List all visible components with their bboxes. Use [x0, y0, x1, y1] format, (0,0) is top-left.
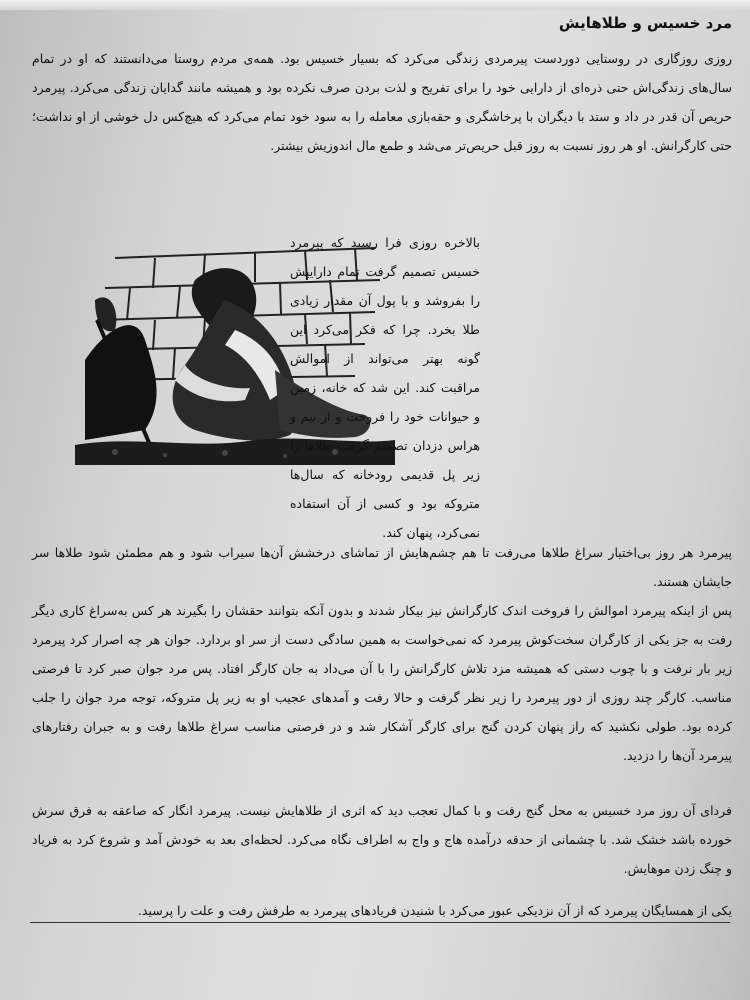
paragraph-intro: روزی روزگاری در روستایی دوردست پیرمردی زندگی می‌کرد که بسیار خسیس بود. همه‌ی مردم روستا می‌دانستند که او در تمام سال‌های زندگی‌اش حتی ذره‌ای از دارایی خود را برای تفریح و لذت بردن صرف نکرده بود و همیشه مانند گدایان زندگی می‌کرد. پیرمرد حریص آن قدر در داد و ستد با دیگران با پرخاشگری و حقه‌بازی معامله را به سود خود تمام می‌کرد که هیچ‌کس دل خوشی از او نداشت؛ حتی کارگرانش. او هر روز نسبت به روز قبل حریص‌تر می‌شد و طمع مال اندوزیش بیشتر.: [32, 51, 732, 153]
story-title: مرد خسیس و طلاهایش: [558, 14, 732, 32]
paragraph-neighbor: یکی از همسایگان پیرمرد که از آن نزدیکی عبور می‌کرد با شنیدن فریادهای پیرمرد به طرفش رفت و علت را پرسید.: [137, 903, 732, 918]
paragraph-discovery: فردای آن روز مرد خسیس به محل گنج رفت و با کمال تعجب دید که اثری از طلاهایش نیست. پیرمرد انگار که صاعقه به فرق سرش خورده باشد خشک شد. با چشمانی از حدقه درآمده هاج و واج به اطراف نگاه می‌کرد. لحظه‌ای بعد به خودش آمد و شروع کرد به فریاد و چنگ زدن موهایش.: [32, 803, 732, 876]
paragraph-worker: پس از اینکه پیرمرد اموالش را فروخت اندک کارگرانش نیز بیکار شدند و بدون آنکه بتوانند حقشان را بگیرند هر کس به‌سراغ کاری دیگر رفت به جز یکی از کارگران سخت‌کوش پیرمرد که نمی‌خواست به همین سادگی دست از سر او بردارد. جوان هر چه اصرار کرد پیرمرد زیر بار نرفت و با چوب دستی که همیشه مزد تلاش کارگرانش را با آن می‌داد به جان کارگر افتاد. پس مرد جوان صبر کرد تا فرصتی مناسب. کارگر چند روزی از دور پیرمرد را زیر نظر گرفت و حالا رفت و آمدهای عجیب او به زیر پل متروکه، توجه مرد جوان را جلب کرده بود. طولی نکشید که راز پنهان کردن گنج برای کارگر آشکار شد و در فرصتی مناسب سراغ طلاها رفت و به جبران رفتارهای پیرمرد آن‌ها را دزدید.: [32, 603, 732, 763]
page-top-strip: [0, 0, 750, 10]
paragraph-decision: بالاخره روزی فرا رسید که پیرمرد خسیس تصمیم گرفت تمام داراییش را بفروشد و با پول آن مقدار زیادی طلا بخرد. چرا که فکر می‌کرد این گونه بهتر می‌تواند از اموالش مراقبت کند. این شد که خانه، زمین و حیوانات خود را فروخت و از بیم و هراس دزدان تصمیم گرفت طلاها را زیر پل قدیمی رودخانه که سال‌ها متروکه بود و کسی از آن استفاده نمی‌کرد، پنهان کند.: [290, 235, 480, 540]
paragraph-daily-visits: پیرمرد هر روز بی‌اختیار سراغ طلاها می‌رفت تا هم چشم‌هایش از تماشای درخشش آن‌ها سیراب شود و هم مطمئن شود طلاها سر جایشان هستند.: [32, 545, 732, 589]
